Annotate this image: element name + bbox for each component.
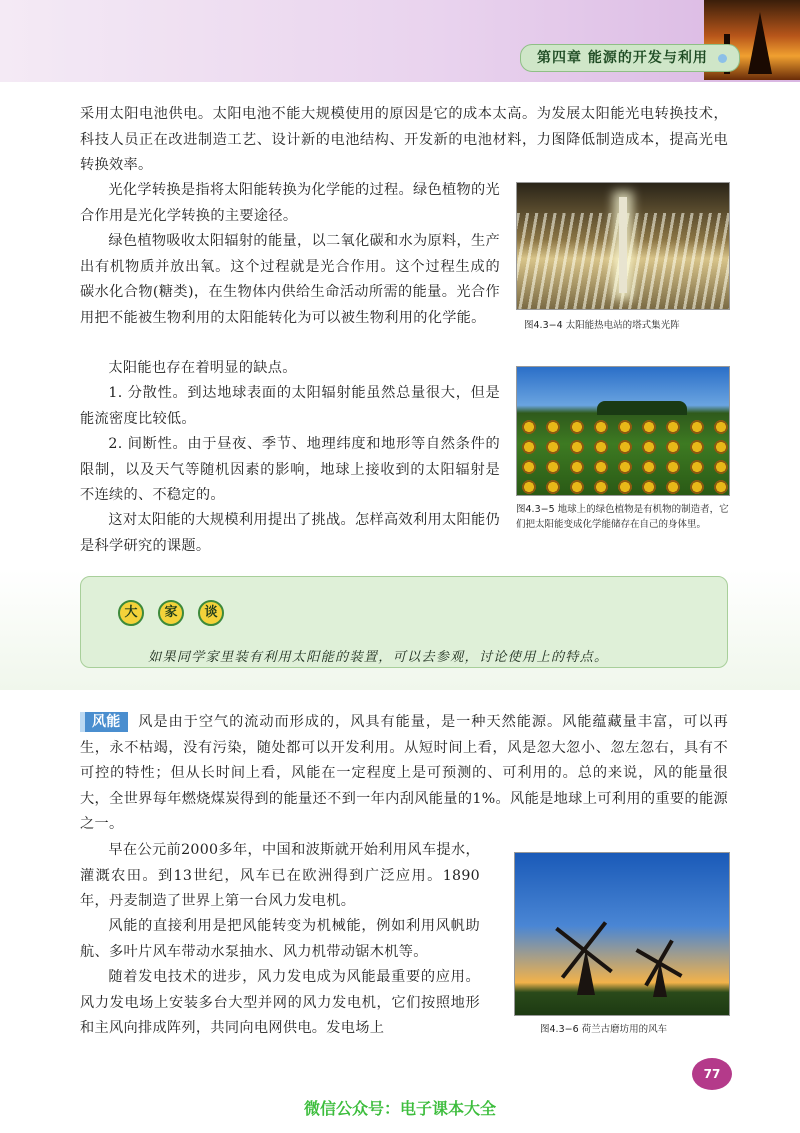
discussion-prompt: 如果同学家里装有利用太阳能的装置，可以去参观，讨论使用上的特点。 — [148, 650, 609, 665]
paragraph-drawbacks: 太阳能也存在着明显的缺点。 — [108, 360, 297, 376]
paragraph-photosynthesis: 绿色植物吸收太阳辐射的能量，以二氧化碳和水为原料，生产出有机物质并放出氧。这个过程就是光合作用。这个过程生成的碳水化合物(糖类)，在生物体内供给生命活动所需的能量。光合作用把不能被生物利用的太阳能转化为可以被生物利用的化学能。 — [80, 233, 500, 326]
figure-caption-sunflowers: 图4.3−5 地球上的绿色植物是有机物的制造者，它们把太阳能变成化学能储存在自己的身体里。 — [516, 504, 729, 530]
discussion-badge-2: 家 — [158, 600, 184, 626]
chapter-dot-icon — [718, 54, 727, 63]
paragraph-dispersion: 1. 分散性。到达地球表面的太阳辐射能虽然总量很大，但是能流密度比较低。 — [80, 385, 500, 427]
paragraph-windmill-history: 早在公元前2000多年，中国和波斯就开始利用风车提水，灌溉农田。到13世纪，风车已在欧洲得到广泛应用。1890年，丹麦制造了世界上第一台风力发电机。 — [80, 842, 480, 909]
paragraph-direct-use: 风能的直接利用是把风能转变为机械能，例如利用风帆助航、多叶片风车带动水泵抽水、风力机带动锯木机等。 — [80, 918, 480, 960]
figure-caption-windmill: 图4.3−6 荷兰古磨坊用的风车 — [540, 1024, 668, 1035]
paragraph-solar-cells: 采用太阳电池供电。太阳电池不能大规模使用的原因是它的成本太高。为发展太阳能光电转换技术，科技人员正在改进制造工艺、设计新的电池结构、开发新的电池材料，力图降低制造成本，提高光电转换效率。 — [80, 106, 728, 173]
paragraph-wind-energy — [80, 710, 728, 838]
dutch-windmill-photo — [514, 852, 730, 1016]
discussion-badge-1: 大 — [118, 600, 144, 626]
paragraph-photochemical: 光化学转换是指将太阳能转换为化学能的过程。绿色植物的光合作用是光化学转换的主要途径。 — [80, 182, 500, 224]
chapter-title-text: 第四章 能源的开发与利用 — [537, 50, 708, 66]
sunflower-field-photo — [516, 366, 730, 496]
paragraph-wind-energy-text: 风是由于空气的流动而形成的，风具有能量，是一种天然能源。风能蕴藏量丰富，可以再生，永不枯竭，没有污染，随处都可以开发利用。从短时间上看，风是忽大忽小、忽左忽右，具有不可控的特性；但从长时间上看，风能在一定程度上是可预测的、可利用的。总的来说，风的能量很大，全世界每年燃烧煤炭得到的能量还不到一年内刮风能量的1%。风能是地球上可利用的重要的能源之一。 — [80, 714, 728, 832]
watermark-text: 微信公众号：电子课本大全 — [303, 1099, 496, 1118]
paragraph-challenge: 这对太阳能的大规模利用提出了挑战。怎样高效利用太阳能仍是科学研究的课题。 — [80, 512, 500, 554]
page-number: 77 — [692, 1058, 732, 1090]
paragraph-intermittency: 2. 间断性。由于昼夜、季节、地理纬度和地形等自然条件的限制，以及天气等随机因素的影响，地球上接收到的太阳辐射是不连续的、不稳定的。 — [80, 436, 500, 503]
tree-line — [597, 401, 687, 415]
figure-caption-solar-tower: 图4.3−4 太阳能热电站的塔式集光阵 — [524, 320, 680, 331]
section-tag-wind: 风能 — [80, 712, 128, 732]
paragraph-wind-power: 随着发电技术的进步，风力发电成为风能最重要的应用。风力发电场上安装多台大型并网的风力发电机，它们按照地形和主风向排成阵列，共同向电网供电。发电场上 — [80, 969, 480, 1036]
oil-rig-silhouette — [748, 12, 772, 74]
receiver-tower — [619, 197, 627, 293]
solar-tower-photo — [516, 182, 730, 310]
discussion-badge-3: 谈 — [198, 600, 224, 626]
sunflower-heads — [517, 417, 729, 495]
chapter-title — [520, 44, 740, 72]
